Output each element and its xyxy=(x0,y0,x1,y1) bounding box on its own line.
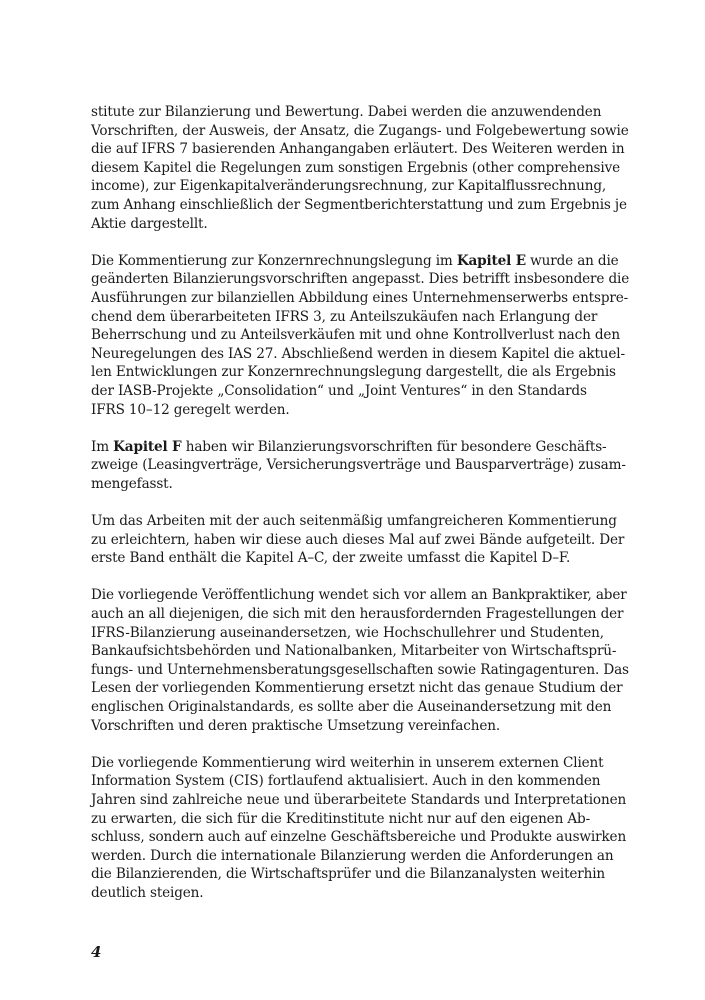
text-line: IFRS-Bilanzierung auseinandersetzen, wie Hochschullehrer und Studenten, xyxy=(91,624,604,641)
text-line: deutlich steigen. xyxy=(91,884,204,901)
text-line: die auf IFRS 7 basierenden Anhangangaben erläutert. Des Weiteren werden in xyxy=(91,141,625,158)
text-line: Aktie dargestellt. xyxy=(91,215,208,232)
text-line: Jahren sind zahlreiche neue und überarbeitete Standards und Interpretationen xyxy=(91,791,627,808)
text-run: Im xyxy=(91,438,114,455)
text-line: fungs- und Unternehmensberatungsgesellschaften sowie Ratingagenturen. Das xyxy=(91,661,629,678)
text-line: werden. Durch die internationale Bilanzierung werden die Anforderungen an xyxy=(91,847,614,864)
text-line: zweige (Leasingverträge, Versicherungsverträge und Bausparverträge) zusam- xyxy=(91,457,626,474)
paragraph-5 xyxy=(91,586,631,735)
text-line: Bankaufsichtsbehörden und Nationalbanken, Mitarbeiter von Wirtschaftsprü- xyxy=(91,643,617,660)
chapter-reference-f: Kapitel F xyxy=(113,438,182,455)
text-line: Vorschriften und deren praktische Umsetzung vereinfachen. xyxy=(91,717,500,734)
text-line: Neuregelungen des IAS 27. Abschließend werden in diesem Kapitel die aktuel- xyxy=(91,345,625,362)
text-line: Beherrschung und zu Anteilsverkäufen mit und ohne Kontrollverlust nach den xyxy=(91,327,620,344)
text-line: zum Anhang einschließlich der Segmentberichterstattung und zum Ergebnis je xyxy=(91,196,627,213)
paragraph-6 xyxy=(91,754,631,903)
text-line: chend dem überarbeiteten IFRS 3, zu Anteilszukäufen nach Erlangung der xyxy=(91,308,598,325)
chapter-reference-e: Kapitel E xyxy=(456,252,526,269)
text-line: schluss, sondern auch auf einzelne Geschäftsbereiche und Produkte auswirken xyxy=(91,829,627,846)
text-line: auch an all diejenigen, die sich mit den herausfordernden Fragestellungen der xyxy=(91,606,624,623)
text-line: die Bilanzierenden, die Wirtschaftsprüfer und die Bilanzanalysten weiterhin xyxy=(91,866,606,883)
page-number: 4 xyxy=(91,943,102,961)
text-line: der IASB-Projekte „Consolidation“ und „Joint Ventures“ in den Standards xyxy=(91,382,587,399)
text-line: zu erwarten, die sich für die Kreditinstitute nicht nur auf den eigenen Ab- xyxy=(91,810,591,827)
paragraph-2 xyxy=(91,252,631,419)
text-line: Lesen der vorliegenden Kommentierung ersetzt nicht das genaue Studium der xyxy=(91,680,623,697)
text-line: geänderten Bilanzierungsvorschriften angepasst. Dies betrifft insbesondere die xyxy=(91,271,630,288)
text-line: income), zur Eigenkapitalveränderungsrechnung, zur Kapitalflussrechnung, xyxy=(91,178,607,195)
text-line: englischen Originalstandards, es sollte aber die Auseinandersetzung mit den xyxy=(91,699,612,715)
text-run: Die Kommentierung zur Konzernrechnungslegung im xyxy=(91,252,457,269)
text-run: wurde an die xyxy=(525,252,619,269)
text-run: haben wir Bilanzierungsvorschriften für besondere Geschäfts- xyxy=(181,438,607,455)
text-line: Um das Arbeiten mit der auch seitenmäßig umfangreicheren Kommentierung xyxy=(91,513,617,530)
paragraph-4 xyxy=(91,512,631,568)
text-line xyxy=(91,438,631,457)
text-line: Die vorliegende Kommentierung wird weiterhin in unserem externen Client xyxy=(91,754,604,771)
text-line: Information System (CIS) fortlaufend aktualisiert. Auch in den kommenden xyxy=(91,773,601,790)
text-line: len Entwicklungen zur Konzernrechnungslegung dargestellt, die als Ergebnis xyxy=(91,364,616,381)
text-line: diesem Kapitel die Regelungen zum sonstigen Ergebnis (other comprehensive xyxy=(91,159,621,176)
text-line: Die vorliegende Veröffentlichung wendet sich vor allem an Bankpraktiker, aber xyxy=(91,587,627,604)
text-line: IFRS 10–12 geregelt werden. xyxy=(91,401,290,418)
text-line: mengefasst. xyxy=(91,475,173,492)
paragraph-1 xyxy=(91,103,631,233)
text-line: zu erleichtern, haben wir diese auch dieses Mal auf zwei Bände aufgeteilt. Der xyxy=(91,531,625,548)
text-line: erste Band enthält die Kapitel A–C, der zweite umfasst die Kapitel D–F. xyxy=(91,550,571,567)
text-line xyxy=(91,252,631,271)
text-line: Vorschriften, der Ausweis, der Ansatz, die Zugangs- und Folgebewertung sowie xyxy=(91,122,629,139)
text-line: stitute zur Bilanzierung und Bewertung. Dabei werden die anzuwendenden xyxy=(91,104,602,120)
paragraph-3 xyxy=(91,438,631,494)
body-text xyxy=(91,103,631,921)
text-line: Ausführungen zur bilanziellen Abbildung eines Unternehmenserwerbs entspre- xyxy=(91,289,629,306)
